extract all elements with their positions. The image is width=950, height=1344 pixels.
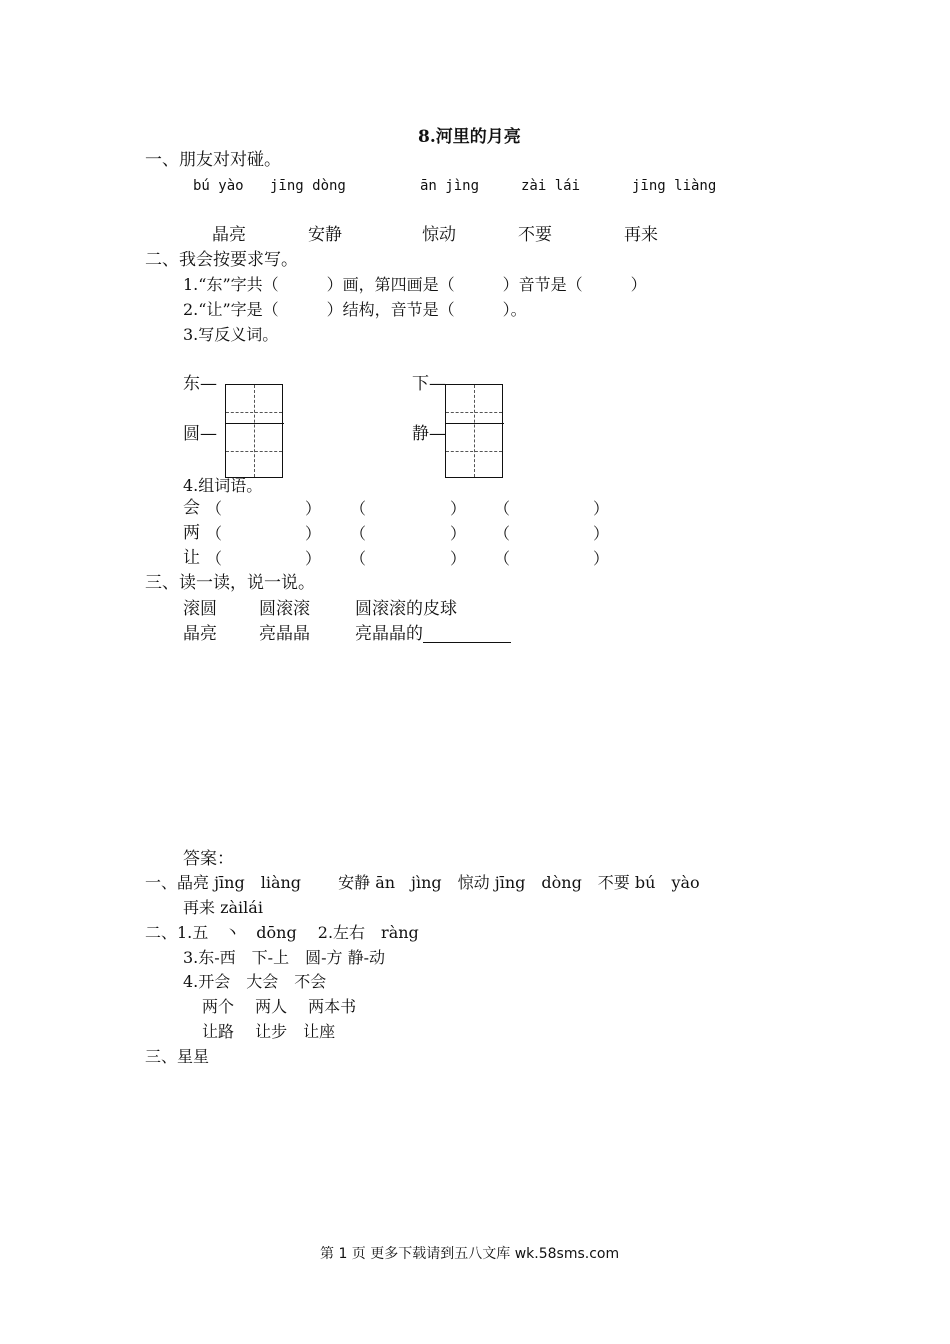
paren-open: （ — [350, 499, 367, 518]
page-footer: 第 1 页 更多下载请到五八文库 wk.58sms.com — [320, 1246, 620, 1262]
word-5: 再来 — [624, 225, 658, 245]
read-word-1: 滚圆 — [183, 599, 217, 619]
word-3: 惊动 — [422, 225, 456, 245]
paren-open: （ — [350, 524, 367, 543]
paren-open: （ — [206, 549, 223, 568]
group-char-3: 让 — [183, 548, 200, 568]
paren-open: （ — [206, 499, 223, 518]
question-2: 2.“让”字是（ ）结构，音节是（ ）。 — [183, 300, 527, 319]
antonym-3: 圆— — [183, 424, 217, 444]
section1-heading: 一、朋友对对碰。 — [145, 150, 281, 170]
read-word-2: 圆滚滚 — [259, 599, 310, 619]
paren-close: ） — [593, 524, 610, 543]
paren-close: ） — [593, 499, 610, 518]
question-1: 1.“东”字共（ ）画，第四画是（ ）音节是（ ） — [183, 275, 647, 294]
read-word-6 — [355, 626, 511, 643]
paren-open: （ — [494, 524, 511, 543]
question-3: 3.写反义词。 — [183, 325, 279, 344]
pinyin-2: jīng dòng — [270, 178, 346, 194]
answer-2-line-1: 二、1.五 丶 dōng 2.左右 ràng — [145, 923, 419, 942]
pinyin-1: bú yào — [193, 178, 244, 194]
paren-close: ） — [593, 549, 610, 568]
paren-open: （ — [350, 549, 367, 568]
answer-2-line-5: 让路 让步 让座 — [202, 1022, 336, 1041]
answer-1-line-1: 一、晶亮 jīng liàng 安静 ān jìng 惊动 jīng dòng 不要 bú yào — [145, 873, 700, 892]
section2-heading: 二、我会按要求写。 — [145, 250, 298, 270]
answer-1-line-2: 再来 zàilái — [183, 898, 263, 917]
paren-close: ） — [305, 549, 322, 568]
antonym-4: 静— — [412, 424, 446, 444]
read-word-3: 圆滚滚的皮球 — [355, 599, 457, 619]
paren-open: （ — [206, 524, 223, 543]
answer-2-line-3: 4.开会 大会 不会 — [183, 972, 327, 991]
pinyin-3: ān jìng — [420, 178, 480, 194]
pinyin-4: zài lái — [521, 178, 581, 194]
group-char-2: 两 — [183, 523, 200, 543]
antonym-1: 东— — [183, 374, 217, 394]
word-2: 安静 — [308, 225, 342, 245]
writing-grid-right[interactable] — [445, 384, 503, 478]
pinyin-5: jīng liàng — [632, 178, 717, 194]
page-title: 8.河里的月亮 — [418, 127, 521, 147]
answer-2-line-4: 两个 两人 两本书 — [202, 997, 357, 1016]
paren-close: ） — [305, 499, 322, 518]
answer-3: 三、星星 — [145, 1047, 210, 1066]
answers-heading: 答案： — [183, 849, 234, 869]
word-1: 晶亮 — [212, 225, 246, 245]
antonym-2: 下— — [412, 374, 446, 394]
fill-blank[interactable] — [423, 628, 511, 643]
read-word-5: 亮晶晶 — [259, 624, 310, 644]
group-char-1: 会 — [183, 498, 200, 518]
paren-close: ） — [450, 549, 467, 568]
paren-close: ） — [305, 524, 322, 543]
question-4: 4.组词语。 — [183, 476, 263, 495]
read-word-4: 晶亮 — [183, 624, 217, 644]
paren-open: （ — [494, 549, 511, 568]
read-word-6-text: 亮晶晶的 — [355, 624, 423, 644]
paren-close: ） — [450, 524, 467, 543]
writing-grid-left[interactable] — [225, 384, 283, 478]
paren-open: （ — [494, 499, 511, 518]
answer-2-line-2: 3.东-西 下-上 圆-方 静-动 — [183, 948, 385, 967]
paren-close: ） — [450, 499, 467, 518]
word-4: 不要 — [518, 225, 552, 245]
section3-heading: 三、读一读，说一说。 — [145, 573, 315, 593]
